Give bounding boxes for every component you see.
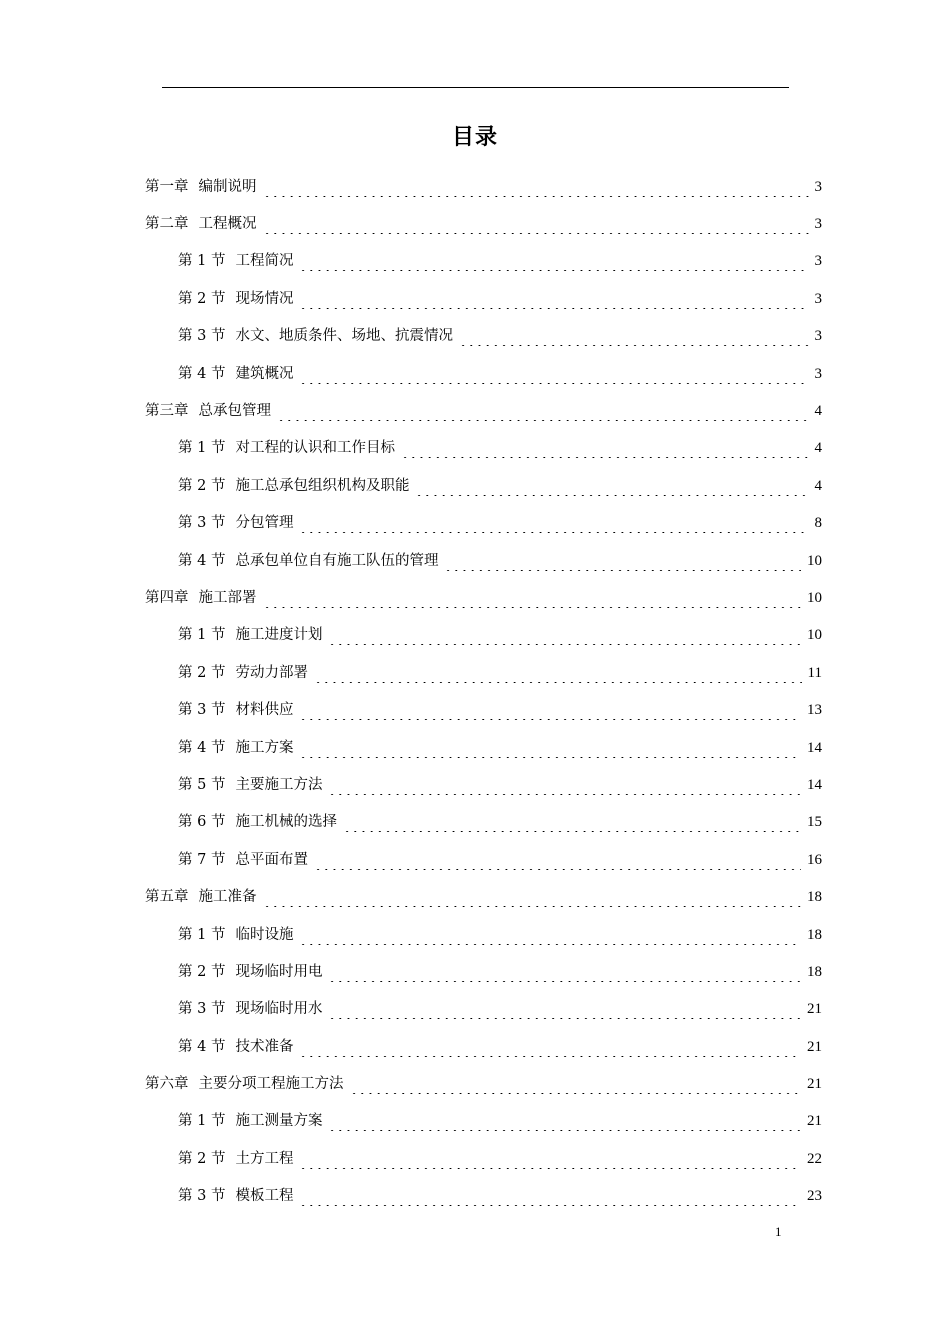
toc-section-entry[interactable] [145,318,822,355]
toc-entry-number: 第 2 节 [178,477,226,494]
toc-entry-number: 第六章 [145,1076,189,1093]
toc-dot-leader [328,775,801,795]
toc-entry-number: 第 1 节 [178,926,226,943]
toc-entry-number: 第 3 节 [178,1001,226,1018]
toc-section-entry[interactable] [145,542,822,579]
toc-entry-title: 分包管理 [235,515,294,532]
toc-entry-title: 工程简况 [235,253,294,270]
toc-entry-page: 14 [807,776,822,793]
toc-dot-leader [328,1111,801,1131]
toc-entry-page: 10 [807,589,822,606]
toc-entry-title: 建筑概况 [235,365,294,382]
toc-entry-page: 13 [807,702,822,719]
toc-entry-page: 3 [814,253,822,270]
toc-section-entry[interactable] [145,1028,822,1065]
toc-entry-page: 21 [807,1001,822,1018]
toc-dot-leader [299,289,808,309]
toc-entry-page: 21 [807,1038,822,1055]
toc-dot-leader [299,251,808,271]
toc-entry-title: 现场情况 [235,290,294,307]
header-rule [162,87,789,88]
toc-entry-number: 第 1 节 [178,627,226,644]
toc-entry-number: 第 3 节 [178,702,226,719]
toc-section-entry[interactable] [145,654,822,691]
toc-dot-leader [314,663,802,683]
toc-entry-page: 21 [807,1076,822,1093]
toc-entry-title: 编制说明 [198,178,257,195]
toc-entry-number: 第 6 节 [178,814,226,831]
toc-section-entry[interactable] [145,1103,822,1140]
toc-entry-number: 第 4 节 [178,365,226,382]
toc-entry-title: 总承包单位自有施工队伍的管理 [235,552,439,569]
toc-entry-page: 11 [807,664,822,681]
toc-dot-leader [299,700,801,720]
toc-dot-leader [263,588,802,608]
toc-entry-title: 临时设施 [235,926,294,943]
toc-entry-number: 第 1 节 [178,440,226,457]
toc-chapter-entry[interactable] [145,392,822,429]
toc-entry-number: 第 4 节 [178,552,226,569]
toc-dot-leader [350,1074,802,1094]
toc-dot-leader [263,214,809,234]
toc-entry-page: 18 [807,926,822,943]
toc-entry-title: 施工测量方案 [235,1113,323,1130]
toc-entry-title: 主要施工方法 [235,776,323,793]
toc-entry-page: 8 [814,515,822,532]
toc-entry-title: 施工总承包组织机构及职能 [235,477,410,494]
toc-entry-number: 第 4 节 [178,1038,226,1055]
toc-entry-title: 水文、地质条件、场地、抗震情况 [235,328,453,345]
toc-section-entry[interactable] [145,804,822,841]
toc-entry-number: 第 2 节 [178,1150,226,1167]
toc-section-entry[interactable] [145,1178,822,1215]
toc-entry-number: 第 2 节 [178,290,226,307]
toc-entry-title: 施工准备 [198,889,257,906]
toc-entry-title: 劳动力部署 [235,664,308,681]
toc-entry-page: 15 [807,814,822,831]
toc-entry-number: 第 2 节 [178,664,226,681]
toc-section-entry[interactable] [145,991,822,1028]
toc-entry-title: 土方工程 [235,1150,294,1167]
toc-chapter-entry[interactable] [145,878,822,915]
toc-entry-page: 18 [807,889,822,906]
toc-chapter-entry[interactable] [145,579,822,616]
toc-entry-title: 模板工程 [235,1188,294,1205]
toc-entry-title: 施工方案 [235,739,294,756]
toc-entry-number: 第 2 节 [178,963,226,980]
toc-entry-number: 第 3 节 [178,328,226,345]
toc-section-entry[interactable] [145,841,822,878]
toc-section-entry[interactable] [145,766,822,803]
toc-chapter-entry[interactable] [145,168,822,205]
toc-section-entry[interactable] [145,505,822,542]
page-number: 1 [775,1224,782,1239]
toc-entry-number: 第 1 节 [178,1113,226,1130]
toc-dot-leader [343,812,801,832]
toc-dot-leader [328,962,801,982]
toc-entry-number: 第 7 节 [178,851,226,868]
toc-dot-leader [444,551,801,571]
toc-entry-page: 3 [814,365,822,382]
toc-entry-number: 第五章 [145,889,189,906]
toc-entry-page: 18 [807,963,822,980]
toc-entry-title: 工程概况 [198,216,257,233]
toc-dot-leader [459,326,809,346]
toc-chapter-entry[interactable] [145,205,822,242]
toc-section-entry[interactable] [145,953,822,990]
toc-entry-page: 23 [807,1188,822,1205]
toc-section-entry[interactable] [145,1140,822,1177]
toc-entry-title: 施工部署 [198,589,257,606]
toc-entry-number: 第一章 [145,178,189,195]
toc-entry-number: 第 4 节 [178,739,226,756]
toc-dot-leader [299,1037,801,1057]
toc-dot-leader [277,401,809,421]
toc-entry-title: 现场临时用电 [235,963,323,980]
toc-entry-title: 技术准备 [235,1038,294,1055]
toc-section-entry[interactable] [145,916,822,953]
toc-entry-page: 22 [807,1150,822,1167]
toc-entry-page: 4 [814,440,822,457]
toc-chapter-entry[interactable] [145,1065,822,1102]
toc-title: 目录 [451,125,498,150]
toc-entry-number: 第 3 节 [178,1188,226,1205]
toc-entry-title: 施工进度计划 [235,627,323,644]
toc-entry-title: 总承包管理 [198,403,271,420]
toc-dot-leader [263,887,802,907]
toc-dot-leader [401,438,809,458]
toc-section-entry[interactable] [145,729,822,766]
toc-entry-page: 4 [814,403,822,420]
toc-entry-page: 4 [814,477,822,494]
toc-section-entry[interactable] [145,280,822,317]
toc-entry-title: 总平面布置 [235,851,308,868]
toc-section-entry[interactable] [145,691,822,728]
toc-entry-page: 3 [814,328,822,345]
toc-dot-leader [299,513,808,533]
toc-entry-title: 现场临时用水 [235,1001,323,1018]
toc-dot-leader [299,1186,801,1206]
toc-entry-number: 第 1 节 [178,253,226,270]
toc-dot-leader [299,364,808,384]
toc-entry-number: 第 5 节 [178,776,226,793]
toc-entry-page: 14 [807,739,822,756]
toc-entry-page: 3 [814,178,822,195]
toc-entry-number: 第三章 [145,403,189,420]
toc-entry-number: 第二章 [145,216,189,233]
toc-dot-leader [263,177,809,197]
toc-entry-page: 16 [807,851,822,868]
toc-dot-leader [314,850,801,870]
toc-dot-leader [328,625,801,645]
toc-section-entry[interactable] [145,467,822,504]
toc-dot-leader [415,476,808,496]
toc-entry-title: 施工机械的选择 [235,814,337,831]
toc-dot-leader [328,999,801,1019]
toc-section-entry[interactable] [145,355,822,392]
toc-entry-page: 3 [814,290,822,307]
toc-list [145,168,822,1215]
toc-entry-number: 第四章 [145,589,189,606]
toc-dot-leader [299,925,801,945]
toc-section-entry[interactable] [145,430,822,467]
toc-dot-leader [299,738,801,758]
toc-entry-number: 第 3 节 [178,515,226,532]
toc-entry-title: 材料供应 [235,702,294,719]
toc-dot-leader [299,1149,801,1169]
toc-entry-title: 主要分项工程施工方法 [198,1076,344,1093]
toc-section-entry[interactable] [145,617,822,654]
toc-section-entry[interactable] [145,243,822,280]
toc-entry-page: 21 [807,1113,822,1130]
toc-entry-title: 对工程的认识和工作目标 [235,440,395,457]
toc-entry-page: 3 [814,216,822,233]
toc-entry-page: 10 [807,552,822,569]
toc-entry-page: 10 [807,627,822,644]
